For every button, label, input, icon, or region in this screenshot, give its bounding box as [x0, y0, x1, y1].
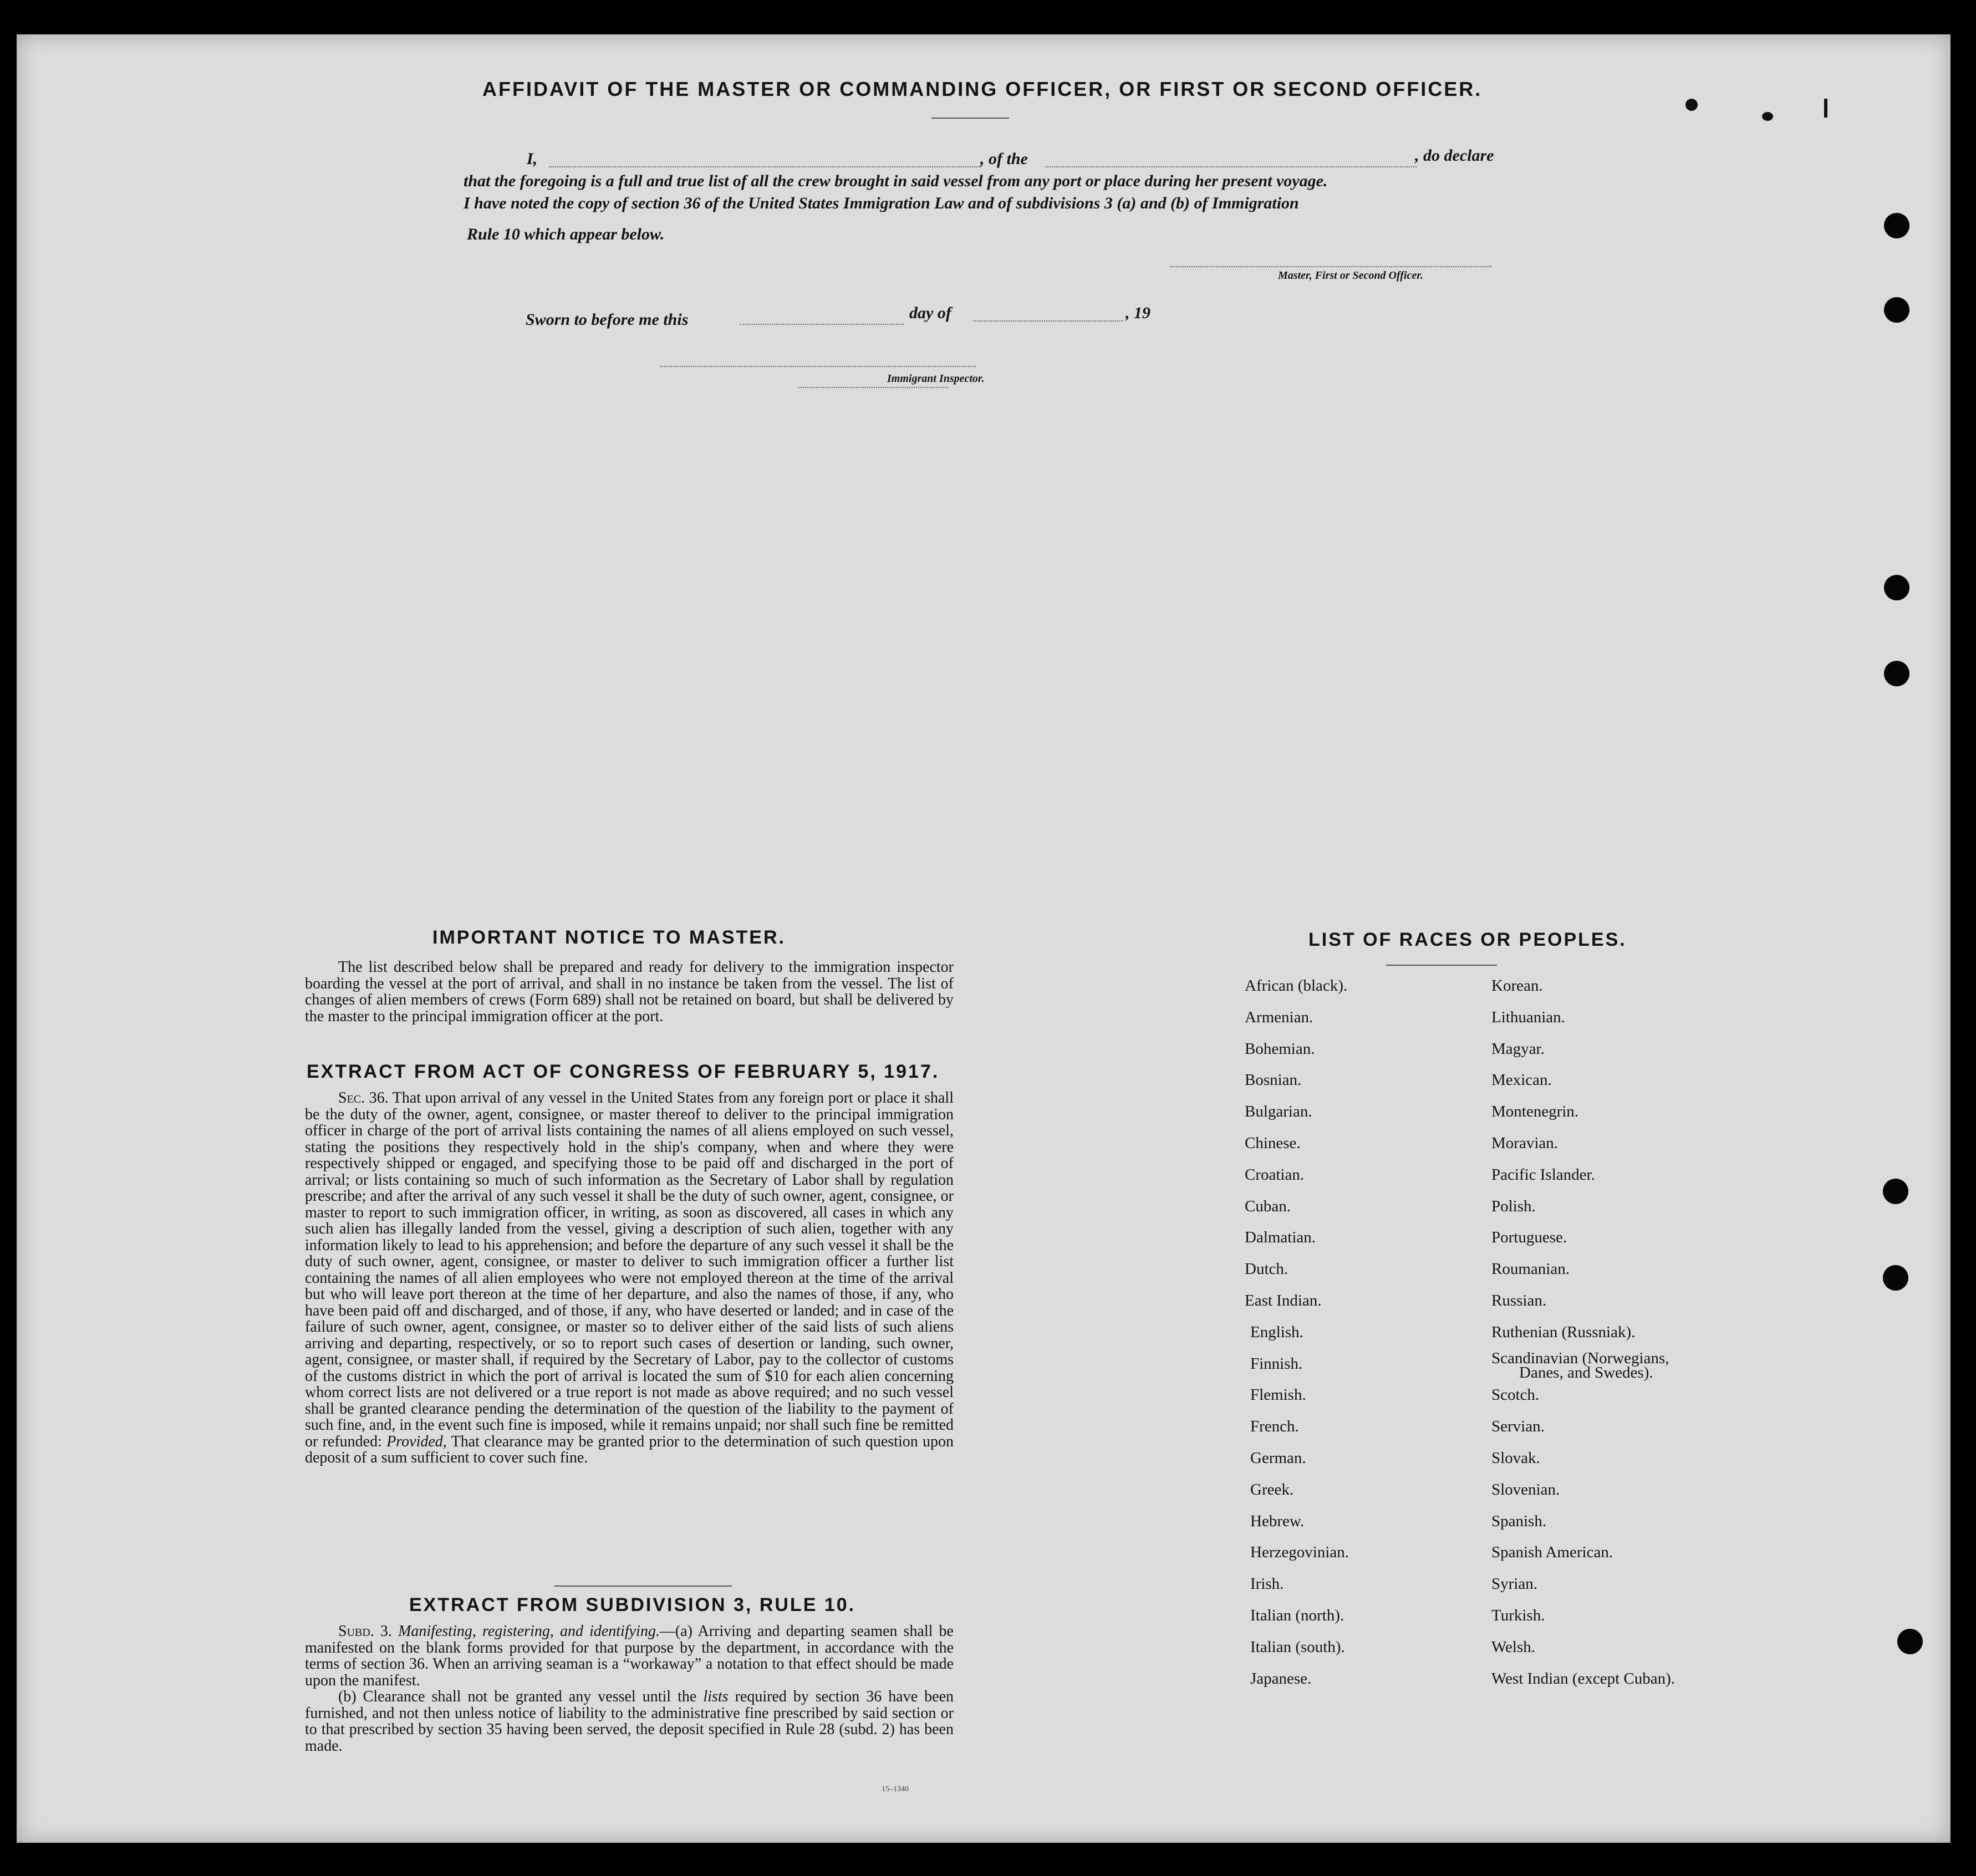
day-of: day of: [909, 304, 951, 322]
races-heading: LIST OF RACES OR PEOPLES.: [1308, 929, 1627, 950]
subd-text-b1: (b) Clearance shall not be granted any vessel until the: [338, 1688, 697, 1705]
race-item: Syrian.: [1491, 1575, 1537, 1593]
provided-word: Provided,: [386, 1433, 447, 1450]
affidavit-line4: Rule 10 which appear below.: [467, 225, 665, 243]
race-item: Montenegrin.: [1491, 1103, 1579, 1120]
extract-act-heading: EXTRACT FROM ACT OF CONGRESS OF FEBRUARY 5, 1917.: [307, 1061, 940, 1082]
race-item: Irish.: [1250, 1575, 1284, 1593]
race-item: Armenian.: [1245, 1008, 1313, 1026]
punch-hole: [1883, 1265, 1908, 1291]
race-item: Hebrew.: [1250, 1512, 1305, 1530]
affidavit-of-the: , of the: [980, 150, 1028, 168]
race-item: Servian.: [1491, 1418, 1545, 1435]
punch-hole: [1884, 297, 1909, 323]
race-item: Flemish.: [1250, 1386, 1306, 1404]
punch-hole: [1883, 1179, 1908, 1204]
race-item: Scotch.: [1491, 1386, 1540, 1404]
divider: [1386, 965, 1497, 966]
race-item: Croatian.: [1245, 1166, 1305, 1184]
race-item: German.: [1250, 1449, 1306, 1467]
race-item: West Indian (except Cuban).: [1491, 1670, 1675, 1688]
punch-hole: [1884, 213, 1909, 238]
notice-heading: IMPORTANT NOTICE TO MASTER.: [432, 927, 786, 948]
affidavit-line2: that the foregoing is a full and true list of all the crew brought in said vessel from any port or place during her present voyage.: [464, 172, 1328, 190]
extract-rule-heading: EXTRACT FROM SUBDIVISION 3, RULE 10.: [409, 1594, 856, 1615]
punch-hole: [1884, 575, 1909, 600]
punch-hole: [1897, 1629, 1923, 1654]
vessel-blank: [1045, 166, 1417, 167]
race-item: Dutch.: [1245, 1260, 1289, 1278]
subd-text-b2: required by section 36 have been furnished, and not then unless notice of liability to the administrative fine prescribed by said section or to that prescribed by section 35 having been served, the deposit specified in Rule 28 (subd. 2) has been made.: [305, 1688, 954, 1755]
notice-paragraph: [305, 959, 954, 1024]
ink-speck: [1824, 99, 1827, 118]
subd-title: Manifesting, registering, and identifying.: [398, 1623, 660, 1640]
race-item: Magyar.: [1491, 1040, 1545, 1058]
lists-word: lists: [703, 1688, 729, 1705]
race-item: African (black).: [1245, 977, 1348, 995]
race-item: Chinese.: [1245, 1134, 1301, 1152]
race-item: Japanese.: [1250, 1670, 1312, 1688]
race-item: Lithuanian.: [1491, 1008, 1565, 1026]
race-item: Bulgarian.: [1245, 1103, 1312, 1120]
document-sheet: [17, 34, 1950, 1843]
affidavit-title: AFFIDAVIT OF THE MASTER OR COMMANDING OFFICER, OR FIRST OR SECOND OFFICER.: [482, 78, 1483, 100]
subd-label: Subd. 3.: [338, 1623, 392, 1640]
race-item: East Indian.: [1245, 1292, 1322, 1309]
race-item: Greek.: [1250, 1481, 1294, 1498]
month-blank: [973, 320, 1123, 322]
affidavit-declare: , do declare: [1415, 146, 1494, 165]
race-item: Roumanian.: [1491, 1260, 1570, 1278]
race-item: Spanish American.: [1491, 1543, 1613, 1561]
race-item: Portuguese.: [1491, 1228, 1567, 1246]
race-item: Herzegovinian.: [1250, 1543, 1349, 1561]
race-item: Italian (north).: [1250, 1607, 1345, 1624]
sec36-text-a: That upon arrival of any vessel in the United States from any foreign port or place it shall be the duty of the owner, agent, consignee, or master thereof to deliver to the principal immigration officer in charge of the port of arrival lists containing the names of all aliens employed on such vessel, stating the positions they respectively hold in the ship's company, when and where they were respectively shipped or engaged, and specifying those to be paid off and discharged in the port of arrival; or lists containing so much of such information as the Secretary of Labor shall by regulation prescribe; and after the arrival of any such vessel it shall be the duty of such owner, agent, consignee, or master to report to such immigration officer, in writing, as soon as discovered, all cases in which any such alien has illegally landed from the vessel, giving a description of such alien, together with any information likely to lead to his apprehension; and before the departure of any such vessel it shall be the duty of such owner, agent, consignee, or master to deliver to such immigration officer a further list containing the names of all alien employees who were not employed thereon at the time of the arrival but who will leave port thereon at the time of her departure, and also the names of those, if any, who have been paid off and discharged, and of those, if any, who have deserted or landed; and in case of the failure of such owner, agent, consignee, or master so to deliver either of the said lists of such aliens arriving and departing, respectively, or so to report such cases of desertion or landing, such owner, agent, consignee, or master shall, if required by the Secretary of Labor, pay to the collector of customs of the customs district in which the port of arrival is located the sum of $10 for each alien concerning whom correct lists are not delivered or a true report is not made as above required; and no such vessel shall be granted clearance pending the determination of the question of the liability to the payment of such fine, and, in the event such fine is imposed, while it remains unpaid; nor shall such fine be remitted or refunded:: [305, 1089, 954, 1450]
race-item: Spanish.: [1491, 1512, 1547, 1530]
race-item: Russian.: [1491, 1292, 1547, 1309]
race-item: Korean.: [1491, 977, 1543, 995]
sworn-text: Sworn to before me this: [526, 310, 689, 329]
ink-speck: [1762, 112, 1773, 121]
race-item: Scandinavian (Norwegians,: [1491, 1349, 1669, 1367]
race-item: Slovenian.: [1491, 1481, 1560, 1498]
race-item: Bosnian.: [1245, 1071, 1302, 1089]
extract-act-paragraph: [305, 1090, 954, 1466]
inspector-signature-line-2: [798, 387, 948, 388]
race-item: Finnish.: [1250, 1355, 1303, 1373]
race-item: Welsh.: [1491, 1638, 1536, 1656]
race-item: Turkish.: [1491, 1607, 1545, 1624]
day-blank: [740, 324, 904, 325]
inspector-signature-line: [660, 366, 976, 367]
inspector-label: Immigrant Inspector.: [887, 373, 985, 385]
divider: [554, 1586, 732, 1587]
notice-text: The list described below shall be prepared and ready for delivery to the immigration inspector boarding the vessel at the port of arrival, and shall in no instance be taken from the vessel. The list of changes of alien members of crews (Form 689) shall not be retained on board, but shall be delivered by the master to the principal immigration officer at the port.: [305, 959, 954, 1025]
race-item: French.: [1250, 1418, 1299, 1435]
subd-text-a: —(a) Arriving and departing seamen shall be manifested on the blank forms provided for that purpose by the department, in accordance with the terms of section 36. When an arriving seaman is a “workaway” a notation to that effect should be made upon the manifest.: [305, 1623, 954, 1689]
race-item: English.: [1250, 1323, 1303, 1341]
race-item: Cuban.: [1245, 1197, 1291, 1215]
affidavit-i: I,: [527, 150, 538, 168]
race-item: Dalmatian.: [1245, 1228, 1316, 1246]
ink-speck: [1685, 99, 1698, 111]
affidavit-line3: I have noted the copy of section 36 of the United States Immigration Law and of subdivisions 3 (a) and (b) of Immigration: [464, 194, 1299, 212]
race-item: Pacific Islander.: [1491, 1166, 1595, 1184]
sec36-text-b: That clearance may be granted prior to the determination of such question upon deposit of a sum sufficient to cover such fine.: [305, 1433, 954, 1466]
race-item: Polish.: [1491, 1197, 1536, 1215]
race-item: Ruthenian (Russniak).: [1491, 1323, 1636, 1341]
name-blank: [549, 166, 981, 167]
officer-signature-line: [1170, 266, 1491, 267]
race-item: Slovak.: [1491, 1449, 1540, 1467]
year-prefix: , 19: [1125, 304, 1150, 322]
sec-label: Sec. 36.: [338, 1089, 389, 1107]
extract-rule-paragraph: [305, 1623, 954, 1754]
punch-hole: [1884, 661, 1909, 686]
officer-label: Master, First or Second Officer.: [1278, 269, 1423, 282]
race-item: Danes, and Swedes).: [1519, 1364, 1653, 1381]
race-item: Italian (south).: [1250, 1638, 1345, 1656]
divider: [931, 118, 1009, 119]
race-item: Bohemian.: [1245, 1040, 1315, 1058]
race-item: Mexican.: [1491, 1071, 1552, 1089]
form-number: 15–1340: [882, 1785, 909, 1793]
race-item: Moravian.: [1491, 1134, 1558, 1152]
